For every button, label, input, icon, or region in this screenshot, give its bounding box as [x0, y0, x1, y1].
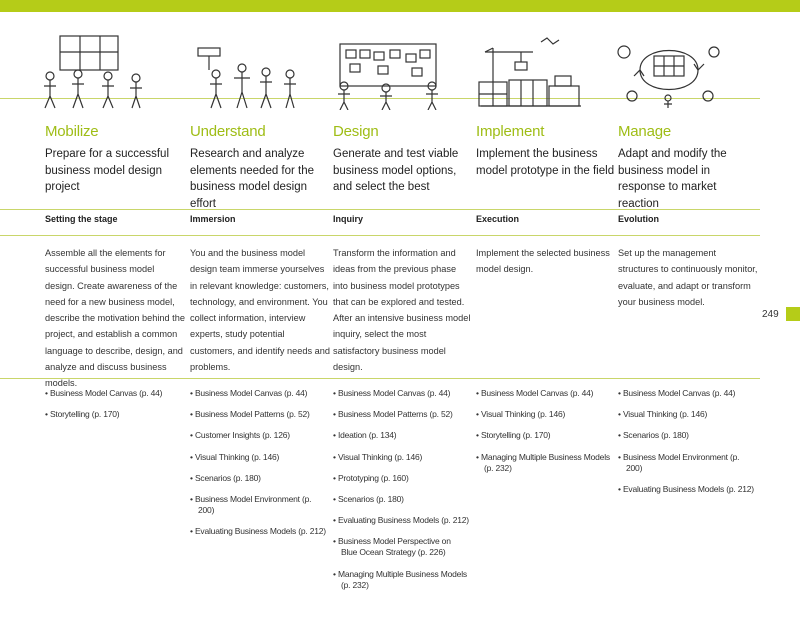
- reference-list: [45, 388, 181, 430]
- reference-item: • Visual Thinking (p. 146): [190, 452, 326, 463]
- reference-item: • Business Model Canvas (p. 44): [45, 388, 181, 399]
- phase-tagline: Implement the business model prototype in the field: [476, 148, 615, 177]
- phase-description: You and the business model design team immerse yourselves in relevant knowledge: customers, technology, and environment. You collect information, interview experts, study potential customers, and identify needs and problems.: [190, 248, 330, 373]
- phase-subhead: Setting the stage: [45, 214, 118, 224]
- reference-item: • Business Model Environment (p. 200): [190, 494, 326, 516]
- reference-item: • Visual Thinking (p. 146): [333, 452, 469, 463]
- reference-item: • Managing Multiple Business Models (p. 232): [476, 452, 612, 474]
- reference-item: • Scenarios (p. 180): [618, 430, 754, 441]
- reference-item: • Scenarios (p. 180): [333, 494, 469, 505]
- team-planning-sketch-icon: [40, 30, 160, 110]
- phase-subhead: Inquiry: [333, 214, 364, 224]
- reference-item: • Visual Thinking (p. 146): [618, 409, 754, 420]
- reference-list: [476, 388, 612, 484]
- reference-item: • Visual Thinking (p. 146): [476, 409, 612, 420]
- phase-description: Implement the selected business model design.: [476, 248, 610, 275]
- phase-subhead: Evolution: [618, 214, 659, 224]
- phase-description: Transform the information and ideas from the previous phase into business model prototypes that can be explored and tested. After an intensive business model inquiry, select the most satisfactory business model design.: [333, 248, 471, 373]
- reference-item: • Evaluating Business Models (p. 212): [618, 484, 754, 495]
- reference-item: • Ideation (p. 134): [333, 430, 469, 441]
- phase-tagline: Adapt and modify the business model in response to market reaction: [618, 148, 727, 210]
- phase-subhead: Execution: [476, 214, 520, 224]
- reference-item: • Storytelling (p. 170): [476, 430, 612, 441]
- reference-item: • Business Model Environment (p. 200): [618, 452, 754, 474]
- cycle-sketch-icon: [610, 30, 730, 110]
- reference-item: • Business Model Canvas (p. 44): [476, 388, 612, 399]
- phase-title: Manage: [618, 123, 672, 140]
- phase-title: Implement: [476, 123, 545, 140]
- phase-subhead: Immersion: [190, 214, 236, 224]
- reference-item: • Managing Multiple Business Models (p. 232): [333, 569, 469, 591]
- page-number-marker: [786, 307, 800, 321]
- page-number: 249: [762, 309, 779, 320]
- phase-description: Set up the management structures to continuously monitor, evaluate, and adapt or transform your business model.: [618, 248, 758, 307]
- phase-tagline: Prepare for a successful business model design project: [45, 148, 170, 193]
- reference-item: • Customer Insights (p. 126): [190, 430, 326, 441]
- reference-item: • Scenarios (p. 180): [190, 473, 326, 484]
- reference-item: • Business Model Patterns (p. 52): [190, 409, 326, 420]
- team-designing-sketch-icon: [328, 30, 448, 110]
- subhead-rule: [0, 235, 760, 236]
- reference-item: • Prototyping (p. 160): [333, 473, 469, 484]
- reference-item: • Business Model Canvas (p. 44): [333, 388, 469, 399]
- reference-list: [618, 388, 754, 505]
- reference-item: • Business Model Patterns (p. 52): [333, 409, 469, 420]
- phase-description: Assemble all the elements for successful business model design. Create awareness of the need for a new business model, describe the motivation behind the project, and establish a common language to describe, design, and analyze and discuss business models.: [45, 248, 185, 389]
- phase-title: Understand: [190, 123, 266, 140]
- team-exploring-sketch-icon: [190, 30, 310, 110]
- reference-item: • Business Model Canvas (p. 44): [618, 388, 754, 399]
- phase-tagline: Generate and test viable business model options, and select the best: [333, 148, 459, 193]
- reference-item: • Business Model Perspective on Blue Ocean Strategy (p. 226): [333, 536, 469, 558]
- reference-item: • Evaluating Business Models (p. 212): [333, 515, 469, 526]
- top-accent-bar: [0, 0, 800, 12]
- phase-title: Mobilize: [45, 123, 99, 140]
- reference-item: • Business Model Canvas (p. 44): [190, 388, 326, 399]
- phase-title: Design: [333, 123, 379, 140]
- reference-list: [190, 388, 326, 547]
- reference-item: • Storytelling (p. 170): [45, 409, 181, 420]
- construction-sketch-icon: [471, 30, 591, 110]
- reference-item: • Evaluating Business Models (p. 212): [190, 526, 326, 537]
- phase-tagline: Research and analyze elements needed for the business model design effort: [190, 148, 315, 210]
- reference-list: [333, 388, 469, 601]
